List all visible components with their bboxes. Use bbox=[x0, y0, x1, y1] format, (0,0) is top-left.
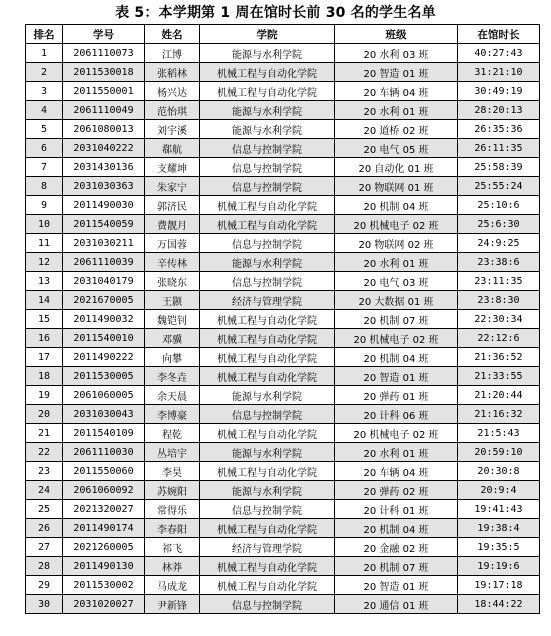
rank-cell: 20 bbox=[26, 405, 63, 424]
college-cell: 信息与控制学院 bbox=[200, 139, 335, 158]
class-cell: 20 电气 03 班 bbox=[335, 272, 458, 291]
library-time-cell: 23:8:30 bbox=[458, 291, 540, 310]
college-cell: 信息与控制学院 bbox=[200, 500, 335, 519]
table-body bbox=[26, 44, 540, 614]
rank-cell: 23 bbox=[26, 462, 63, 481]
college-cell: 信息与控制学院 bbox=[200, 405, 335, 424]
table-row bbox=[26, 557, 540, 576]
college-cell: 能源与水利学院 bbox=[200, 481, 335, 500]
table-row bbox=[26, 310, 540, 329]
rank-cell: 14 bbox=[26, 291, 63, 310]
rank-cell: 16 bbox=[26, 329, 63, 348]
library-time-cell: 18:44:22 bbox=[458, 595, 540, 614]
student-id-cell: 2031020027 bbox=[63, 595, 145, 614]
student-id-cell: 2061110049 bbox=[63, 101, 145, 120]
college-cell: 机械工程与自动化学院 bbox=[200, 329, 335, 348]
student-name-cell: 万国蓉 bbox=[145, 234, 200, 253]
library-time-cell: 19:41:43 bbox=[458, 500, 540, 519]
college-cell: 信息与控制学院 bbox=[200, 272, 335, 291]
rank-cell: 29 bbox=[26, 576, 63, 595]
student-id-cell: 2031030211 bbox=[63, 234, 145, 253]
rank-cell: 13 bbox=[26, 272, 63, 291]
class-cell: 20 水利 01 班 bbox=[335, 253, 458, 272]
class-cell: 20 机制 07 班 bbox=[335, 557, 458, 576]
table-row bbox=[26, 595, 540, 614]
class-cell: 20 车辆 04 班 bbox=[335, 462, 458, 481]
library-time-cell: 25:6:30 bbox=[458, 215, 540, 234]
student-name-cell: 丛培宇 bbox=[145, 443, 200, 462]
student-id-cell: 2021670005 bbox=[63, 291, 145, 310]
table-header bbox=[26, 25, 540, 44]
rank-cell: 4 bbox=[26, 101, 63, 120]
student-id-cell: 2031040222 bbox=[63, 139, 145, 158]
rank-cell: 5 bbox=[26, 120, 63, 139]
table-row bbox=[26, 253, 540, 272]
student-name-cell: 程乾 bbox=[145, 424, 200, 443]
student-id-cell: 2031030363 bbox=[63, 177, 145, 196]
rank-cell: 1 bbox=[26, 44, 63, 63]
rank-cell: 22 bbox=[26, 443, 63, 462]
student-name-cell: 刘宇溪 bbox=[145, 120, 200, 139]
library-time-cell: 19:19:6 bbox=[458, 557, 540, 576]
class-cell: 20 弹药 02 班 bbox=[335, 481, 458, 500]
table-row bbox=[26, 234, 540, 253]
student-id-cell: 2011550060 bbox=[63, 462, 145, 481]
table-row bbox=[26, 177, 540, 196]
college-cell: 机械工程与自动化学院 bbox=[200, 367, 335, 386]
student-id-cell: 2031430136 bbox=[63, 158, 145, 177]
rank-cell: 21 bbox=[26, 424, 63, 443]
student-id-cell: 2061060005 bbox=[63, 386, 145, 405]
class-cell: 20 通信 01 班 bbox=[335, 595, 458, 614]
library-time-cell: 22:30:34 bbox=[458, 310, 540, 329]
student-name-cell: 魏铠钊 bbox=[145, 310, 200, 329]
table-row bbox=[26, 158, 540, 177]
library-time-cell: 24:9:25 bbox=[458, 234, 540, 253]
library-time-cell: 40:27:43 bbox=[458, 44, 540, 63]
college-cell: 能源与水利学院 bbox=[200, 386, 335, 405]
college-cell: 能源与水利学院 bbox=[200, 101, 335, 120]
table-row bbox=[26, 44, 540, 63]
class-cell: 20 机制 04 班 bbox=[335, 348, 458, 367]
class-cell: 20 智造 01 班 bbox=[335, 576, 458, 595]
rank-cell: 25 bbox=[26, 500, 63, 519]
column-header-class: 班级 bbox=[335, 25, 458, 44]
library-time-cell: 25:58:39 bbox=[458, 158, 540, 177]
rank-cell: 8 bbox=[26, 177, 63, 196]
table-row bbox=[26, 82, 540, 101]
rank-cell: 30 bbox=[26, 595, 63, 614]
student-id-cell: 2011490030 bbox=[63, 196, 145, 215]
library-time-cell: 20:9:4 bbox=[458, 481, 540, 500]
table-row bbox=[26, 272, 540, 291]
student-id-cell: 2011530018 bbox=[63, 63, 145, 82]
library-time-cell: 26:11:35 bbox=[458, 139, 540, 158]
student-name-cell: 苏婉阳 bbox=[145, 481, 200, 500]
table-row bbox=[26, 367, 540, 386]
student-name-cell: 林莽 bbox=[145, 557, 200, 576]
library-time-cell: 31:21:10 bbox=[458, 63, 540, 82]
college-cell: 机械工程与自动化学院 bbox=[200, 348, 335, 367]
column-header-rank: 排名 bbox=[26, 25, 63, 44]
rank-cell: 2 bbox=[26, 63, 63, 82]
student-name-cell: 常得乐 bbox=[145, 500, 200, 519]
class-cell: 20 水利 03 班 bbox=[335, 44, 458, 63]
rank-cell: 10 bbox=[26, 215, 63, 234]
class-cell: 20 智造 01 班 bbox=[335, 367, 458, 386]
student-name-cell: 朱家宁 bbox=[145, 177, 200, 196]
student-name-cell: 江博 bbox=[145, 44, 200, 63]
college-cell: 机械工程与自动化学院 bbox=[200, 557, 335, 576]
column-header-student-id: 学号 bbox=[63, 25, 145, 44]
class-cell: 20 计科 06 班 bbox=[335, 405, 458, 424]
rank-cell: 18 bbox=[26, 367, 63, 386]
student-id-cell: 2061110073 bbox=[63, 44, 145, 63]
class-cell: 20 机械电子 02 班 bbox=[335, 329, 458, 348]
class-cell: 20 水利 01 班 bbox=[335, 101, 458, 120]
library-time-cell: 22:12:6 bbox=[458, 329, 540, 348]
table-row bbox=[26, 443, 540, 462]
student-name-cell: 马成龙 bbox=[145, 576, 200, 595]
college-cell: 机械工程与自动化学院 bbox=[200, 462, 335, 481]
library-time-cell: 19:35:5 bbox=[458, 538, 540, 557]
college-cell: 机械工程与自动化学院 bbox=[200, 424, 335, 443]
rank-cell: 9 bbox=[26, 196, 63, 215]
class-cell: 20 弹药 01 班 bbox=[335, 386, 458, 405]
student-name-cell: 杨兴达 bbox=[145, 82, 200, 101]
college-cell: 机械工程与自动化学院 bbox=[200, 215, 335, 234]
rank-cell: 15 bbox=[26, 310, 63, 329]
header-row bbox=[26, 25, 540, 44]
college-cell: 信息与控制学院 bbox=[200, 234, 335, 253]
table-row bbox=[26, 538, 540, 557]
college-cell: 机械工程与自动化学院 bbox=[200, 576, 335, 595]
library-time-cell: 21:33:55 bbox=[458, 367, 540, 386]
college-cell: 机械工程与自动化学院 bbox=[200, 310, 335, 329]
class-cell: 20 机械电子 02 班 bbox=[335, 215, 458, 234]
student-id-cell: 2021320027 bbox=[63, 500, 145, 519]
table-row bbox=[26, 329, 540, 348]
student-name-cell: 李冬垚 bbox=[145, 367, 200, 386]
student-id-cell: 2011530002 bbox=[63, 576, 145, 595]
library-time-cell: 25:10:6 bbox=[458, 196, 540, 215]
table-row bbox=[26, 386, 540, 405]
table-row bbox=[26, 101, 540, 120]
table-row bbox=[26, 139, 540, 158]
college-cell: 能源与水利学院 bbox=[200, 44, 335, 63]
college-cell: 机械工程与自动化学院 bbox=[200, 82, 335, 101]
table-row bbox=[26, 576, 540, 595]
rank-cell: 27 bbox=[26, 538, 63, 557]
student-id-cell: 2061080013 bbox=[63, 120, 145, 139]
library-time-cell: 25:55:24 bbox=[458, 177, 540, 196]
student-name-cell: 李春阳 bbox=[145, 519, 200, 538]
library-time-cell: 28:20:13 bbox=[458, 101, 540, 120]
student-name-cell: 辛传林 bbox=[145, 253, 200, 272]
table-row bbox=[26, 481, 540, 500]
student-name-cell: 费靓月 bbox=[145, 215, 200, 234]
rank-cell: 19 bbox=[26, 386, 63, 405]
student-id-cell: 2011540059 bbox=[63, 215, 145, 234]
rank-cell: 11 bbox=[26, 234, 63, 253]
class-cell: 20 物联网 02 班 bbox=[335, 234, 458, 253]
college-cell: 能源与水利学院 bbox=[200, 253, 335, 272]
student-id-cell: 2011490032 bbox=[63, 310, 145, 329]
college-cell: 信息与控制学院 bbox=[200, 595, 335, 614]
student-id-cell: 2011540109 bbox=[63, 424, 145, 443]
column-header-name: 姓名 bbox=[145, 25, 200, 44]
table-title: 表 5：本学期第 1 周在馆时长前 30 名的学生名单 bbox=[115, 5, 436, 21]
student-id-cell: 2021260005 bbox=[63, 538, 145, 557]
rank-cell: 7 bbox=[26, 158, 63, 177]
student-id-cell: 2011550001 bbox=[63, 82, 145, 101]
student-name-cell: 向攀 bbox=[145, 348, 200, 367]
student-id-cell: 2011490222 bbox=[63, 348, 145, 367]
class-cell: 20 智造 01 班 bbox=[335, 63, 458, 82]
rank-cell: 3 bbox=[26, 82, 63, 101]
student-id-cell: 2031030043 bbox=[63, 405, 145, 424]
student-name-cell: 邓骥 bbox=[145, 329, 200, 348]
student-id-cell: 2061110030 bbox=[63, 443, 145, 462]
column-header-college: 学院 bbox=[200, 25, 335, 44]
student-name-cell: 李昊 bbox=[145, 462, 200, 481]
student-id-cell: 2061110039 bbox=[63, 253, 145, 272]
class-cell: 20 物联网 01 班 bbox=[335, 177, 458, 196]
class-cell: 20 电气 05 班 bbox=[335, 139, 458, 158]
rank-cell: 12 bbox=[26, 253, 63, 272]
table-row bbox=[26, 196, 540, 215]
class-cell: 20 机械电子 02 班 bbox=[335, 424, 458, 443]
table-row bbox=[26, 462, 540, 481]
table-row bbox=[26, 519, 540, 538]
student-name-cell: 郗航 bbox=[145, 139, 200, 158]
college-cell: 机械工程与自动化学院 bbox=[200, 519, 335, 538]
library-time-cell: 19:17:18 bbox=[458, 576, 540, 595]
table-row bbox=[26, 500, 540, 519]
library-time-cell: 21:20:44 bbox=[458, 386, 540, 405]
college-cell: 机械工程与自动化学院 bbox=[200, 63, 335, 82]
student-name-cell: 李博豪 bbox=[145, 405, 200, 424]
library-time-cell: 19:38:4 bbox=[458, 519, 540, 538]
class-cell: 20 机制 04 班 bbox=[335, 196, 458, 215]
student-name-cell: 王颢 bbox=[145, 291, 200, 310]
class-cell: 20 计科 01 班 bbox=[335, 500, 458, 519]
college-cell: 机械工程与自动化学院 bbox=[200, 196, 335, 215]
class-cell: 20 水利 01 班 bbox=[335, 443, 458, 462]
ranking-table bbox=[25, 24, 540, 614]
college-cell: 能源与水利学院 bbox=[200, 120, 335, 139]
college-cell: 信息与控制学院 bbox=[200, 158, 335, 177]
student-id-cell: 2061060092 bbox=[63, 481, 145, 500]
library-time-cell: 21:36:52 bbox=[458, 348, 540, 367]
table-row bbox=[26, 63, 540, 82]
table-row bbox=[26, 291, 540, 310]
rank-cell: 6 bbox=[26, 139, 63, 158]
column-header-library-time: 在馆时长 bbox=[458, 25, 540, 44]
student-id-cell: 2011490130 bbox=[63, 557, 145, 576]
student-id-cell: 2011540010 bbox=[63, 329, 145, 348]
class-cell: 20 机制 04 班 bbox=[335, 519, 458, 538]
rank-cell: 17 bbox=[26, 348, 63, 367]
student-name-cell: 祁飞 bbox=[145, 538, 200, 557]
class-cell: 20 机制 07 班 bbox=[335, 310, 458, 329]
rank-cell: 26 bbox=[26, 519, 63, 538]
class-cell: 20 金融 02 班 bbox=[335, 538, 458, 557]
library-time-cell: 30:49:19 bbox=[458, 82, 540, 101]
student-name-cell: 张稻林 bbox=[145, 63, 200, 82]
student-id-cell: 2031040179 bbox=[63, 272, 145, 291]
college-cell: 能源与水利学院 bbox=[200, 443, 335, 462]
library-time-cell: 20:59:10 bbox=[458, 443, 540, 462]
table-row bbox=[26, 405, 540, 424]
student-name-cell: 支耀坤 bbox=[145, 158, 200, 177]
table-row bbox=[26, 215, 540, 234]
library-time-cell: 21:5:43 bbox=[458, 424, 540, 443]
student-id-cell: 2011530005 bbox=[63, 367, 145, 386]
college-cell: 信息与控制学院 bbox=[200, 177, 335, 196]
student-id-cell: 2011490174 bbox=[63, 519, 145, 538]
library-time-cell: 21:16:32 bbox=[458, 405, 540, 424]
library-time-cell: 23:38:6 bbox=[458, 253, 540, 272]
student-name-cell: 郭济民 bbox=[145, 196, 200, 215]
table-row bbox=[26, 424, 540, 443]
student-name-cell: 尹新锋 bbox=[145, 595, 200, 614]
student-name-cell: 余天晨 bbox=[145, 386, 200, 405]
library-time-cell: 20:30:8 bbox=[458, 462, 540, 481]
table-row bbox=[26, 120, 540, 139]
table-row bbox=[26, 348, 540, 367]
class-cell: 20 大数据 01 班 bbox=[335, 291, 458, 310]
ranking-table-wrapper bbox=[25, 24, 539, 614]
rank-cell: 28 bbox=[26, 557, 63, 576]
class-cell: 20 道桥 02 班 bbox=[335, 120, 458, 139]
college-cell: 经济与管理学院 bbox=[200, 538, 335, 557]
student-name-cell: 张晓东 bbox=[145, 272, 200, 291]
class-cell: 20 自动化 01 班 bbox=[335, 158, 458, 177]
library-time-cell: 26:35:36 bbox=[458, 120, 540, 139]
class-cell: 20 车辆 04 班 bbox=[335, 82, 458, 101]
student-name-cell: 范怡琪 bbox=[145, 101, 200, 120]
college-cell: 经济与管理学院 bbox=[200, 291, 335, 310]
rank-cell: 24 bbox=[26, 481, 63, 500]
library-time-cell: 23:11:35 bbox=[458, 272, 540, 291]
